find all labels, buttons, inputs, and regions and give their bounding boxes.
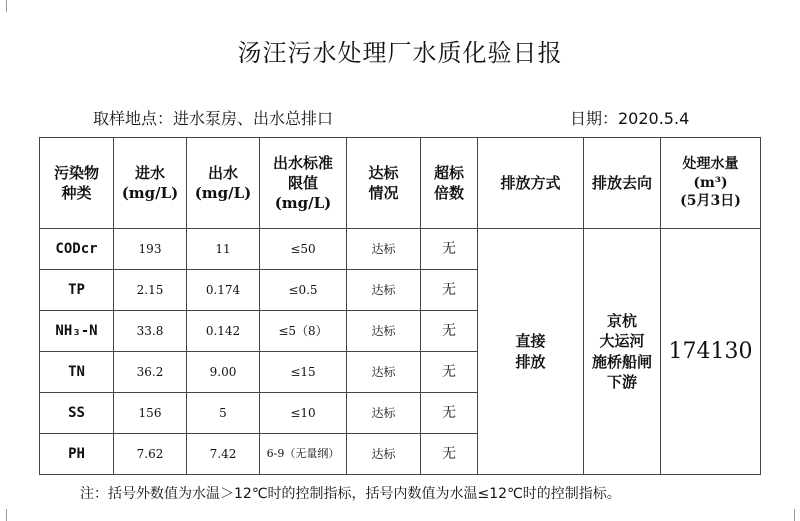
outflow-value: 0.174: [187, 270, 260, 311]
pollutant-name: PH: [40, 434, 114, 475]
water-quality-table: [39, 137, 761, 475]
report-title: 汤汪污水处理厂水质化验日报: [237, 39, 563, 67]
compliance-status: 达标: [347, 229, 421, 270]
pollutant-name: TP: [40, 270, 114, 311]
header-compliance: 达标 情况: [347, 138, 421, 229]
exceed-multiple: 无: [421, 434, 478, 475]
header-outflow: 出水 (mg/L): [187, 138, 260, 229]
inflow-value: 2.15: [114, 270, 187, 311]
sampling-location: 取样地点：进水泵房、出水总排口: [93, 109, 334, 128]
limit-value: ≤15: [260, 352, 347, 393]
inflow-value: 7.62: [114, 434, 187, 475]
footnote: 注：括号外数值为水温＞12℃时的控制指标，括号内数值为水温≤12℃时的控制指标。: [80, 486, 621, 502]
limit-value: ≤0.5: [260, 270, 347, 311]
pollutant-name: SS: [40, 393, 114, 434]
outflow-value: 7.42: [187, 434, 260, 475]
limit-value: ≤10: [260, 393, 347, 434]
header-pollutant-type: 污染物 种类: [40, 138, 114, 229]
header-discharge-destination: 排放去向: [584, 138, 661, 229]
corner-mark-top-left: [6, 0, 7, 12]
compliance-status: 达标: [347, 270, 421, 311]
pollutant-name: TN: [40, 352, 114, 393]
outflow-value: 9.00: [187, 352, 260, 393]
header-discharge-method: 排放方式: [478, 138, 584, 229]
table-header-row: [40, 138, 761, 229]
exceed-multiple: 无: [421, 270, 478, 311]
header-outflow-limit: 出水标准 限值 (mg/L): [260, 138, 347, 229]
inflow-value: 33.8: [114, 311, 187, 352]
exceed-multiple: 无: [421, 352, 478, 393]
pollutant-name: NH₃-N: [40, 311, 114, 352]
compliance-status: 达标: [347, 352, 421, 393]
inflow-value: 156: [114, 393, 187, 434]
header-treated-volume: 处理水量 (m³) (5月3日): [661, 138, 761, 229]
exceed-multiple: 无: [421, 229, 478, 270]
corner-mark-bottom-left: [6, 509, 7, 521]
header-inflow: 进水 (mg/L): [114, 138, 187, 229]
limit-value: ≤50: [260, 229, 347, 270]
inflow-value: 193: [114, 229, 187, 270]
discharge-method: 直接 排放: [478, 229, 584, 475]
corner-mark-bottom-right: [794, 509, 795, 521]
limit-value: 6-9（无量纲）: [260, 434, 347, 475]
table-row: [40, 229, 761, 270]
exceed-multiple: 无: [421, 311, 478, 352]
limit-value: ≤5（8）: [260, 311, 347, 352]
outflow-value: 0.142: [187, 311, 260, 352]
compliance-status: 达标: [347, 393, 421, 434]
exceed-multiple: 无: [421, 393, 478, 434]
report-date: 日期：2020.5.4: [570, 109, 690, 128]
header-exceed-multiple: 超标 倍数: [421, 138, 478, 229]
inflow-value: 36.2: [114, 352, 187, 393]
outflow-value: 11: [187, 229, 260, 270]
treated-volume: 174130: [661, 229, 761, 475]
compliance-status: 达标: [347, 434, 421, 475]
discharge-destination: 京杭 大运河 施桥船闸 下游: [584, 229, 661, 475]
outflow-value: 5: [187, 393, 260, 434]
pollutant-name: CODcr: [40, 229, 114, 270]
compliance-status: 达标: [347, 311, 421, 352]
